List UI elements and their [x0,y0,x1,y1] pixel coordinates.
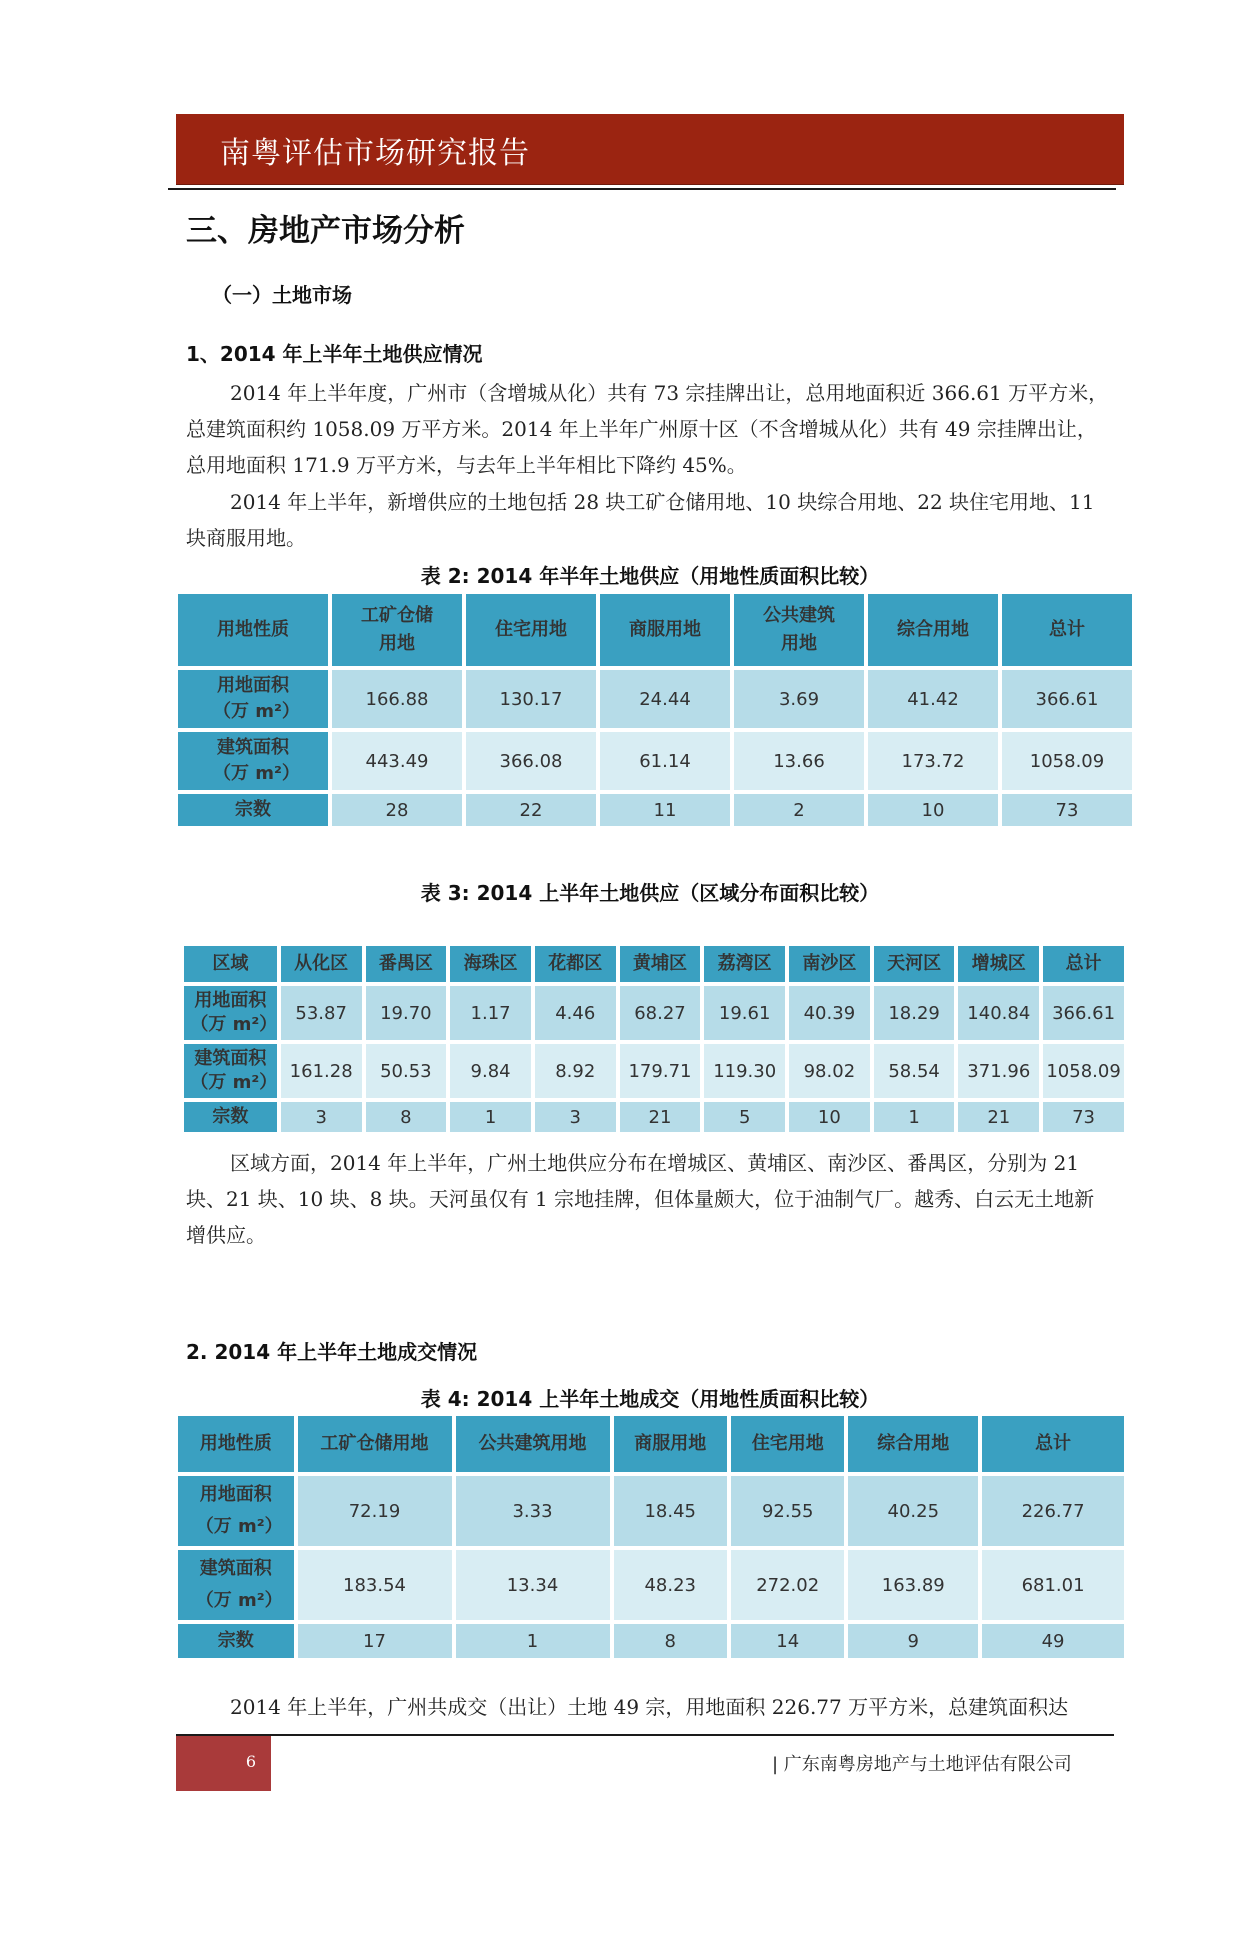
header-cell: 番禺区 [366,946,447,982]
table-cell: 13.34 [456,1550,610,1620]
table-cell: 73 [1002,794,1132,826]
table-cell: 183.54 [298,1550,452,1620]
table-header-row [178,1416,1124,1472]
table-cell: 10 [789,1102,870,1132]
table-cell: 98.02 [789,1044,870,1098]
table-cell: 21 [620,1102,701,1132]
table-cell: 173.72 [868,732,998,790]
table-cell: 366.61 [1043,986,1124,1040]
header-cell: 工矿仓储用地 [332,594,462,666]
table-cell: 73 [1043,1102,1124,1132]
table-cell: 3.69 [734,670,864,728]
table-cell: 19.61 [704,986,785,1040]
table-cell: 9.84 [450,1044,531,1098]
footer-rule [176,1734,1114,1736]
table-cell: 13.66 [734,732,864,790]
table-row [178,794,1132,826]
table-cell: 5 [704,1102,785,1132]
table-header-row [178,594,1132,666]
header-cell: 公共建筑用地 [734,594,864,666]
table-row [184,1044,1124,1098]
header-cell: 商服用地 [600,594,730,666]
row-label: 用地面积（万 m²） [178,1476,294,1546]
table-cell: 2 [734,794,864,826]
table2-caption: 表 2: 2014 年半年土地供应（用地性质面积比较） [420,564,880,588]
table-row [178,1624,1124,1658]
header-cell: 工矿仓储用地 [298,1416,452,1472]
table-cell: 8 [366,1102,447,1132]
header-rule [168,188,1116,190]
paragraph-deal-summary: 2014 年上半年，广州共成交（出让）土地 49 宗，用地面积 226.77 万平方米，总建筑面积达 [230,1695,1069,1719]
table-cell: 681.01 [982,1550,1124,1620]
table-cell: 61.14 [600,732,730,790]
row-label: 建筑面积（万 m²） [178,732,328,790]
table4-caption: 表 4: 2014 上半年土地成交（用地性质面积比较） [420,1387,880,1411]
table-cell: 40.39 [789,986,870,1040]
header-cell: 黄埔区 [620,946,701,982]
table-cell: 3 [281,1102,362,1132]
table-cell: 8 [614,1624,727,1658]
header-cell: 住宅用地 [466,594,596,666]
paragraph-district-distribution: 区域方面，2014 年上半年，广州土地供应分布在增城区、黄埔区、南沙区、番禺区，分别为 21 块、21 块、10 块、8 块。天河虽仅有 1 宗地挂牌，但体量颇大，位于油制气厂。越秀、白云无土地新增供应。 [186,1151,1095,1247]
table-row [178,1476,1124,1546]
header-cell: 用地性质 [178,594,328,666]
table-cell: 3.33 [456,1476,610,1546]
table-cell: 366.08 [466,732,596,790]
table-cell: 49 [982,1624,1124,1658]
header-cell: 总计 [1043,946,1124,982]
section-title: 三、房地产市场分析 [186,213,465,249]
table-cell: 1 [456,1624,610,1658]
table-row [184,1102,1124,1132]
table-cell: 226.77 [982,1476,1124,1546]
header-cell: 区域 [184,946,277,982]
row-label: 用地面积（万 m²） [184,986,277,1040]
table-cell: 8.92 [535,1044,616,1098]
row-label: 建筑面积（万 m²） [178,1550,294,1620]
table-cell: 68.27 [620,986,701,1040]
table-cell: 17 [298,1624,452,1658]
report-header-banner [176,114,1124,185]
table-cell: 58.54 [874,1044,955,1098]
table-cell: 371.96 [958,1044,1039,1098]
table-cell: 272.02 [731,1550,844,1620]
table-cell: 140.84 [958,986,1039,1040]
table-cell: 161.28 [281,1044,362,1098]
table-cell: 41.42 [868,670,998,728]
table-cell: 92.55 [731,1476,844,1546]
row-label: 宗数 [178,794,328,826]
table-cell: 163.89 [848,1550,978,1620]
table-cell: 166.88 [332,670,462,728]
header-cell: 从化区 [281,946,362,982]
deal-heading: 2. 2014 年上半年土地成交情况 [186,1340,478,1364]
paragraph-supply-overview: 2014 年上半年度，广州市（含增城从化）共有 73 宗挂牌出让，总用地面积近 366.61 万平方米，总建筑面积约 1058.09 万平方米。2014 年上半年广州原十区（不含增城从化）共有 49 宗挂牌出让，总用地面积 171.9 万平方米，与去年上半年相比下降约 45%。 [186,381,1109,477]
table-cell: 18.45 [614,1476,727,1546]
header-cell: 花都区 [535,946,616,982]
row-label: 宗数 [184,1102,277,1132]
row-label: 用地面积（万 m²） [178,670,328,728]
table-land-supply-by-district [180,942,1128,1136]
table-row [178,1550,1124,1620]
table-land-supply-by-use [174,590,1136,830]
table-row [178,732,1132,790]
table-cell: 1058.09 [1043,1044,1124,1098]
table-cell: 50.53 [366,1044,447,1098]
table-header-row [184,946,1124,982]
header-cell: 公共建筑用地 [456,1416,610,1472]
table3-caption: 表 3: 2014 上半年土地供应（区域分布面积比较） [420,881,880,905]
table-cell: 1 [874,1102,955,1132]
footer-company-name: | 广东南粤房地产与土地评估有限公司 [772,1754,1072,1775]
header-cell: 用地性质 [178,1416,294,1472]
table-land-deals-by-use [174,1412,1128,1662]
table-cell: 1.17 [450,986,531,1040]
header-cell: 总计 [982,1416,1124,1472]
header-cell: 住宅用地 [731,1416,844,1472]
table-cell: 14 [731,1624,844,1658]
table-cell: 21 [958,1102,1039,1132]
table-cell: 18.29 [874,986,955,1040]
header-cell: 总计 [1002,594,1132,666]
table-cell: 443.49 [332,732,462,790]
table-cell: 11 [600,794,730,826]
table-cell: 10 [868,794,998,826]
table-cell: 48.23 [614,1550,727,1620]
table-cell: 119.30 [704,1044,785,1098]
table-cell: 366.61 [1002,670,1132,728]
row-label: 建筑面积（万 m²） [184,1044,277,1098]
table-cell: 3 [535,1102,616,1132]
table-row [178,670,1132,728]
table-cell: 72.19 [298,1476,452,1546]
table-row [184,986,1124,1040]
header-cell: 商服用地 [614,1416,727,1472]
subsection-title: （一）土地市场 [212,283,352,307]
table-cell: 22 [466,794,596,826]
header-cell: 综合用地 [868,594,998,666]
table-cell: 9 [848,1624,978,1658]
table-cell: 40.25 [848,1476,978,1546]
page-number: 6 [245,1752,256,1771]
table-cell: 24.44 [600,670,730,728]
table-cell: 4.46 [535,986,616,1040]
header-cell: 海珠区 [450,946,531,982]
table-cell: 1058.09 [1002,732,1132,790]
table-cell: 53.87 [281,986,362,1040]
table-cell: 28 [332,794,462,826]
header-cell: 增城区 [958,946,1039,982]
page-number-box [176,1736,271,1791]
supply-heading: 1、2014 年上半年土地供应情况 [186,342,483,366]
header-cell: 综合用地 [848,1416,978,1472]
header-cell: 天河区 [874,946,955,982]
row-label: 宗数 [178,1624,294,1658]
table-cell: 179.71 [620,1044,701,1098]
header-cell: 南沙区 [789,946,870,982]
table-cell: 1 [450,1102,531,1132]
paragraph-supply-types: 2014 年上半年，新增供应的土地包括 28 块工矿仓储用地、10 块综合用地、22 块住宅用地、11 块商服用地。 [186,490,1095,550]
header-cell: 荔湾区 [704,946,785,982]
table-cell: 130.17 [466,670,596,728]
report-title: 南粤评估市场研究报告 [220,136,530,171]
table-cell: 19.70 [366,986,447,1040]
